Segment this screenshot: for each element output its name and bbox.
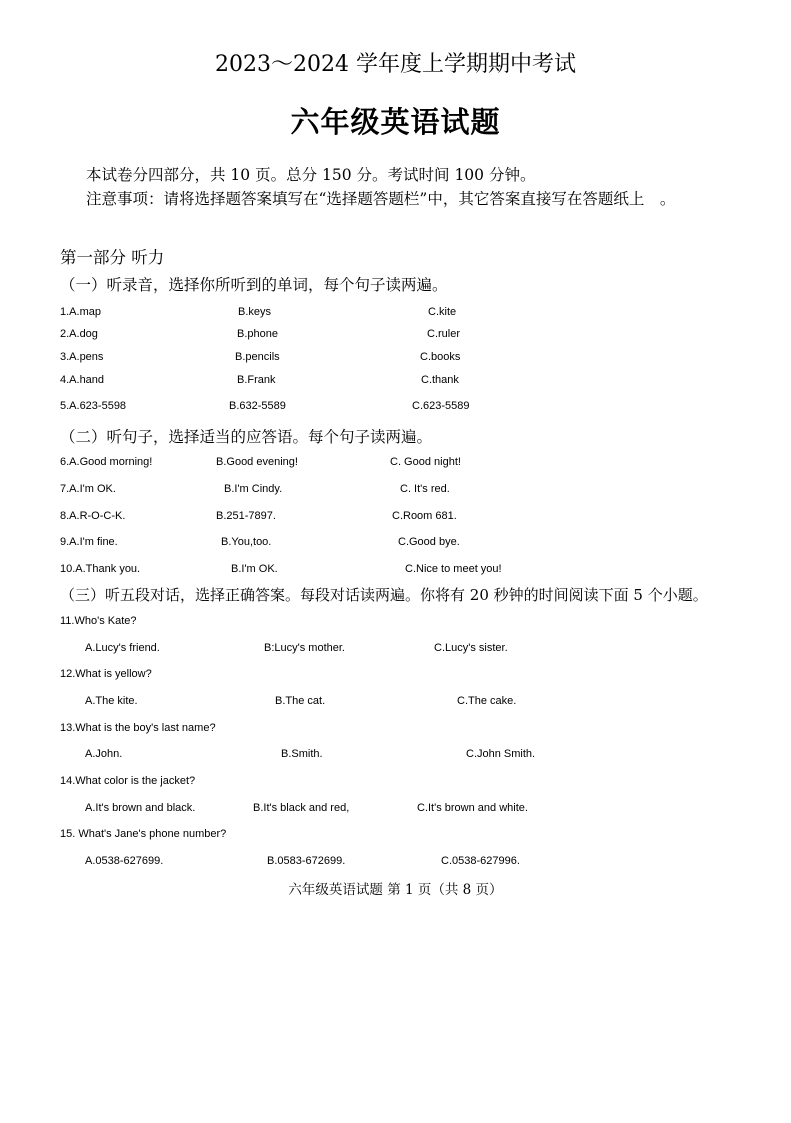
q5-option-a: 5.A.623-5598 <box>60 400 127 412</box>
q4-option-b: B.Frank <box>237 374 276 386</box>
q12-option-a: A.The kite. <box>85 695 138 707</box>
q13-option-a: A.John. <box>85 748 123 760</box>
q7-option-b: B.I'm Cindy. <box>224 483 283 495</box>
q3-option-b: B.pencils <box>235 351 280 363</box>
q3-option-a: 3.A.pens <box>60 351 104 363</box>
q14-option-c: C.It's brown and white. <box>417 802 528 814</box>
q15-option-c: C.0538-627996. <box>441 855 520 867</box>
q8-option-a: 8.A.R-O-C-K. <box>60 510 126 522</box>
q14-option-a: A.It's brown and black. <box>85 802 196 814</box>
q9-option-b: B.You,too. <box>221 536 272 548</box>
q14-question: 14.What color is the jacket? <box>60 775 196 787</box>
q7-option-a: 7.A.I'm OK. <box>60 483 116 495</box>
q13-option-c: C.John Smith. <box>466 748 536 760</box>
part1-instruction: （一）听录音，选择你所听到的单词，每个句子读两遍。 <box>60 276 448 294</box>
q8-option-b: B.251-7897. <box>216 510 276 522</box>
q5-option-c: C.623-5589 <box>412 400 470 412</box>
q11-option-c: C.Lucy's sister. <box>434 642 508 654</box>
q14-option-b: B.It's black and red, <box>253 802 350 814</box>
q4-option-c: C.thank <box>421 374 459 386</box>
exam-title: 2023～2024 学年度上学期期中考试 <box>215 52 576 77</box>
q6-option-b: B.Good evening! <box>216 456 298 468</box>
q6-option-a: 6.A.Good morning! <box>60 456 153 468</box>
q2-option-a: 2.A.dog <box>60 328 98 340</box>
q1-option-a: 1.A.map <box>60 306 101 318</box>
q12-question: 12.What is yellow? <box>60 668 152 680</box>
q6-option-c: C. Good night! <box>390 456 461 468</box>
q12-option-b: B.The cat. <box>275 695 326 707</box>
part2-instruction: （二）听句子，选择适当的应答语。每个句子读两遍。 <box>60 428 433 446</box>
page-footer: 六年级英语试题 第 1 页（共 8 页） <box>288 882 503 898</box>
q10-option-c: C.Nice to meet you! <box>405 563 502 575</box>
q8-option-c: C.Room 681. <box>392 510 457 522</box>
q1-option-c: C.kite <box>428 306 457 318</box>
q9-option-c: C.Good bye. <box>398 536 460 548</box>
q10-option-b: B.I'm OK. <box>231 563 278 575</box>
q2-option-c: C.ruler <box>427 328 461 340</box>
q9-option-a: 9.A.I'm fine. <box>60 536 118 548</box>
q10-option-a: 10.A.Thank you. <box>60 563 141 575</box>
q15-option-b: B.0583-672699. <box>267 855 346 867</box>
q11-question: 11.Who's Kate? <box>60 615 137 627</box>
q12-option-c: C.The cake. <box>457 695 517 707</box>
q15-question: 15. What's Jane's phone number? <box>60 828 227 840</box>
subject-title: 六年级英语试题 <box>290 105 501 139</box>
q7-option-c: C. It's red. <box>400 483 450 495</box>
q11-option-b: B:Lucy's mother. <box>264 642 345 654</box>
q4-option-a: 4.A.hand <box>60 374 105 386</box>
q11-option-a: A.Lucy's friend. <box>85 642 160 654</box>
q13-question: 13.What is the boy's last name? <box>60 722 216 734</box>
section-title: 第一部分 听力 <box>60 248 165 267</box>
q3-option-c: C.books <box>420 351 461 363</box>
q1-option-b: B.keys <box>238 306 272 318</box>
intro-line-1: 本试卷分四部分，共 10 页。总分 150 分。考试时间 100 分钟。 <box>86 166 536 184</box>
q2-option-b: B.phone <box>237 328 278 340</box>
q15-option-a: A.0538-627699. <box>85 855 164 867</box>
intro-line-2: 注意事项：请将选择题答案填写在“选择题答题栏”中，其它答案直接写在答题纸上 。 <box>86 190 676 208</box>
q5-option-b: B.632-5589 <box>229 400 286 412</box>
part3-instruction: （三）听五段对话，选择正确答案。每段对话读两遍。你将有 20 秒钟的时间阅读下面 5 个小题。 <box>60 586 708 604</box>
q13-option-b: B.Smith. <box>281 748 323 760</box>
